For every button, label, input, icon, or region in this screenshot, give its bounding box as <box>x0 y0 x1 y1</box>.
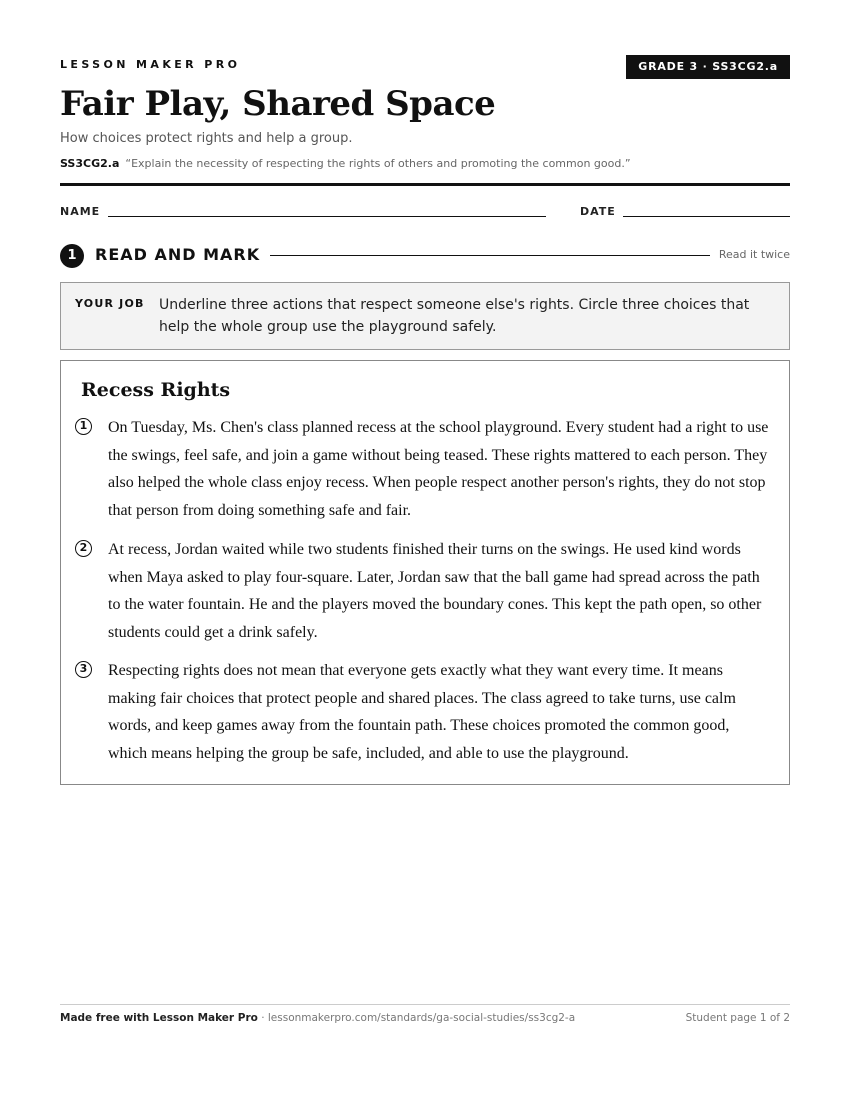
step-heading: READ AND MARK <box>95 245 261 264</box>
footer-divider <box>60 1004 790 1005</box>
footer-url[interactable]: · lessonmakerpro.com/standards/ga-social-studies/ss3cg2-a <box>257 1012 576 1024</box>
your-job-instructions: Underline three actions that respect someone else's rights. Circle three choices that help the whole group use the playground safely. <box>159 297 750 335</box>
your-job-box <box>60 282 790 350</box>
name-field[interactable] <box>108 216 546 217</box>
brand-name: LESSON MAKER PRO <box>60 58 241 71</box>
paragraph-number-1: 1 <box>75 418 92 435</box>
worksheet-page <box>60 0 790 1100</box>
standard-text: “Explain the necessity of respecting the rights of others and promoting the common good.” <box>125 157 631 170</box>
grade-badge: GRADE 3 · SS3CG2.a <box>626 55 790 79</box>
paragraph-text-2: At recess, Jordan waited while two students finished their turns on the swings. He used kind words when Maya asked to play four-square. Later, Jordan saw that the ball game had spread across the path to the water fountain. He and the players moved the boundary cones. This kept the path open, so other students could get a drink safely. <box>108 541 762 641</box>
date-label: DATE <box>580 205 616 218</box>
step-divider <box>270 255 710 256</box>
page-indicator: Student page 1 of 2 <box>685 1012 790 1024</box>
paragraph-number-2: 2 <box>75 540 92 557</box>
date-field[interactable] <box>623 216 790 217</box>
standard-code: SS3CG2.a <box>60 157 120 170</box>
standard-line <box>60 157 631 170</box>
header-divider <box>60 183 790 186</box>
paragraph-text-3: Respecting rights does not mean that everyone gets exactly what they want every time. It means making fair choices that protect people and shared places. The class agreed to take turns, use calm words, and keep games away from the fountain path. These choices promoted the common good, which means helping the group be safe, included, and able to use the playground. <box>108 662 736 762</box>
paragraph-number-3: 3 <box>75 661 92 678</box>
footer-credit <box>60 1012 575 1024</box>
page-title: Fair Play, Shared Space <box>60 84 496 124</box>
passage-title: Recess Rights <box>81 379 231 401</box>
page-subtitle: How choices protect rights and help a group. <box>60 131 353 146</box>
your-job-label: YOUR JOB <box>75 297 145 310</box>
paragraph-text-1: On Tuesday, Ms. Chen's class planned recess at the school playground. Every student had a right to use the swings, feel safe, and join a game without being teased. These rights mattered to each person. They also helped the whole class enjoy recess. When people respect another person's rights, they do not stop that person from doing something safe and fair. <box>108 419 769 519</box>
step-note: Read it twice <box>718 248 790 261</box>
reading-passage <box>60 360 790 785</box>
footer-brand: Made free with Lesson Maker Pro <box>60 1012 258 1024</box>
name-label: NAME <box>60 205 101 218</box>
step-number-badge: 1 <box>60 244 84 268</box>
